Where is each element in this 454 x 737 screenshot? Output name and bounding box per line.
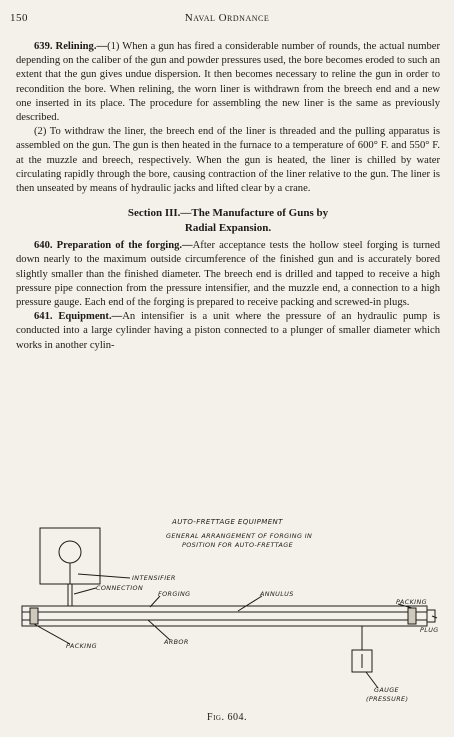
paragraph-639-1-text: (1) When a gun has fired a considerable number of rounds, the actual number depending on the caliber of the gun and powder pressures used, the bore becomes eroded to such an extent that the gun gives undue dispersion. It then becomes necessary to reline the gun in order to recondition the bore. When relining, the worn liner is withdrawn from the breech end and a new one inserted in its place. The procedure for assembling the new liner is the same as previously described. (16, 41, 440, 124)
book-title: Naval Ordnance (184, 12, 270, 24)
figure-title: AUTO-FRETTAGE EQUIPMENT (172, 518, 283, 526)
label-packing-left: PACKING (66, 642, 97, 650)
heading-639-relining: 639. Relining.— (34, 41, 108, 52)
section-title-line-1: Section III.—The Manufacture of Guns by (127, 207, 329, 220)
label-gauge: GAUGE (374, 686, 399, 694)
paragraph-641 (16, 310, 440, 353)
label-gauge-pressure: (PRESSURE) (366, 695, 409, 703)
label-connection: CONNECTION (96, 584, 144, 592)
label-intensifier: INTENSIFIER (132, 574, 176, 582)
running-head (10, 12, 444, 28)
paragraph-639-1 (16, 40, 440, 125)
forging-tube (22, 606, 427, 626)
section-title (16, 206, 440, 235)
figure-subtitle-line-1: GENERAL ARRANGEMENT OF FORGING IN (166, 532, 313, 540)
label-forging: FORGING (158, 590, 191, 598)
figure-auto-frettage (0, 508, 454, 718)
body-text (16, 40, 440, 353)
paragraph-639-2 (16, 125, 440, 196)
heading-641-equipment: 641. Equipment.— (34, 311, 123, 323)
paragraph-639-2-text: (2) To withdraw the liner, the breech end of the liner is threaded and the pulling apparatus is assembled on the gun. The gun is then heated in the furnace to a temperature of 600° F. and 550° F. at the muzzle and breech, respectively. When the gun is heated, the liner is chilled by water circulating rapidly through the bore, causing contraction of the liner relative to the gun. The liner is then unseated by means of hydraulic jacks and lifted clear by a crane. (16, 126, 440, 195)
heading-640-preparation: 640. Preparation of the forging.— (34, 240, 193, 252)
label-plug: PLUG (420, 626, 439, 634)
paragraph-640 (16, 239, 440, 310)
label-arbor: ARBOR (164, 638, 189, 646)
paragraph-640-text: After acceptance tests the hollow steel forging is turned down nearly to the maximum outside circumference of the finished gun and is accurately bored slightly smaller than the finished diameter. The breech end is drilled and tapped to receive a high pressure pipe connection from the pressure intensifier, and the muzzle end, a connection to a high pressure gauge. Each end of the forging is prepared to receive packing and screwed-in plugs. (16, 240, 441, 309)
label-packing-right: PACKING (396, 598, 427, 606)
intensifier-circle (59, 541, 81, 563)
paragraph-641-text: An intensifier is a unit where the pressure of an hydraulic pump is conducted into a large cylinder having a piston connected to a plunger of smaller diameter which works in another cylin- (16, 311, 441, 351)
label-annulus: ANNULUS (260, 590, 294, 598)
page-number: 150 (10, 12, 28, 24)
section-title-line-2: Radial Expansion. (184, 221, 272, 234)
figure-subtitle-line-2: POSITION FOR AUTO-FRETTAGE (182, 541, 294, 549)
figure-caption: Fig. 604. (207, 712, 247, 723)
